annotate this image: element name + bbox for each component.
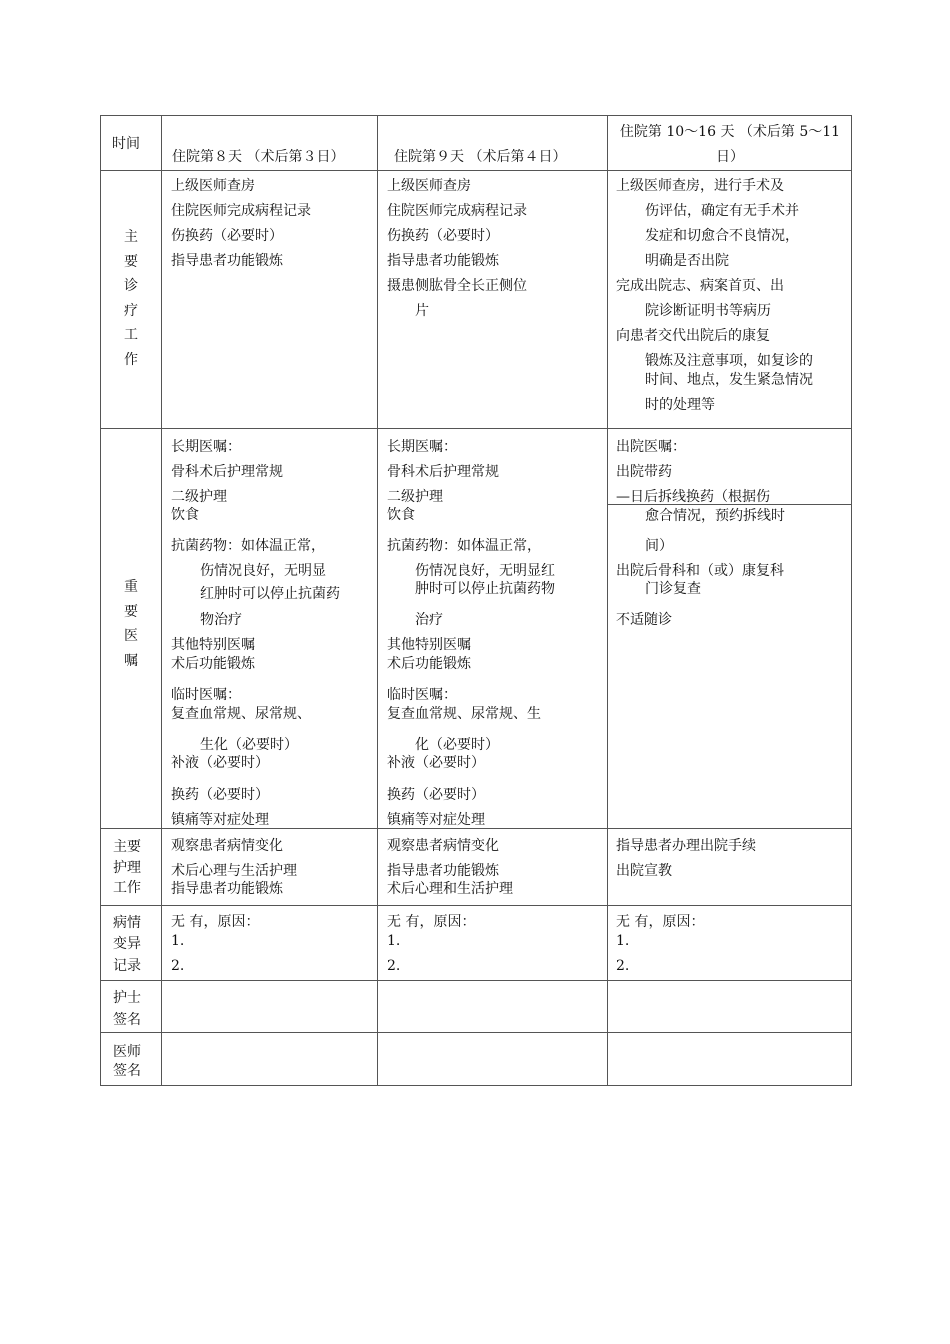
table-divider bbox=[607, 115, 608, 1085]
order-item: 出院后骨科和（或）康复科 bbox=[616, 563, 784, 579]
order-item: 抗菌药物：如体温正常， bbox=[387, 538, 541, 554]
variation-item: 1. bbox=[616, 933, 630, 949]
nursing-item: 术后心理与生活护理 bbox=[171, 863, 297, 879]
table-divider bbox=[377, 115, 378, 1085]
nursing-item: 出院宣教 bbox=[616, 863, 672, 879]
order-item: 物治疗 bbox=[200, 612, 242, 628]
order-item: 出院医嘱： bbox=[616, 439, 686, 455]
order-item: 不适随诊 bbox=[616, 612, 672, 628]
order-item: 复查血常规、尿常规、 bbox=[171, 706, 311, 722]
row-label-nurse-signature: 护士 签名 bbox=[113, 990, 141, 1028]
variation-item: 2. bbox=[616, 958, 630, 974]
diagnosis-item: 上级医师查房，进行手术及 bbox=[616, 178, 784, 194]
table-border bbox=[100, 115, 101, 1085]
diagnosis-item: 摄患侧肱骨全长正侧位 bbox=[387, 278, 527, 294]
nursing-item: 观察患者病情变化 bbox=[171, 838, 283, 854]
nursing-item: 观察患者病情变化 bbox=[387, 838, 499, 854]
nursing-item: 指导患者功能锻炼 bbox=[387, 863, 499, 879]
table-divider bbox=[100, 905, 852, 906]
nursing-item: 指导患者办理出院手续 bbox=[616, 838, 756, 854]
header-time-label: 时间 bbox=[112, 136, 140, 152]
diagnosis-item: 上级医师查房 bbox=[171, 178, 255, 194]
table-border bbox=[851, 115, 852, 1085]
diagnosis-item: 时间、地点，发生紧急情况 bbox=[645, 372, 813, 388]
table-divider bbox=[100, 1032, 852, 1033]
diagnosis-item: 明确是否出院 bbox=[645, 253, 729, 269]
order-item: 长期医嘱： bbox=[171, 439, 241, 455]
order-item: 伤情况良好，无明显红 bbox=[415, 563, 555, 579]
order-item: 镇痛等对症处理 bbox=[171, 812, 269, 828]
diagnosis-item: 锻炼及注意事项，如复诊的 bbox=[645, 353, 813, 369]
order-item: —日后拆线换药（根据伤 bbox=[616, 489, 770, 505]
table-divider bbox=[100, 170, 852, 171]
order-item: 临时医嘱： bbox=[387, 687, 457, 703]
variation-item: 1. bbox=[387, 933, 401, 949]
nursing-item: 指导患者功能锻炼 bbox=[171, 881, 283, 897]
order-item: 治疗 bbox=[415, 612, 443, 628]
table-divider bbox=[161, 115, 162, 1085]
order-item: 抗菌药物：如体温正常， bbox=[171, 538, 325, 554]
diagnosis-item: 指导患者功能锻炼 bbox=[387, 253, 499, 269]
order-item: 骨科术后护理常规 bbox=[171, 464, 283, 480]
variation-item: 2. bbox=[171, 958, 185, 974]
header-day-8: 住院第８天 （术后第３日） bbox=[172, 149, 345, 165]
header-day-9: 住院第９天 （术后第４日） bbox=[394, 149, 567, 165]
order-item: 换药（必要时） bbox=[387, 787, 485, 803]
table-divider bbox=[100, 980, 852, 981]
header-day-10-16: 住院第 10〜16 天 （术后第 5〜11 bbox=[619, 124, 841, 140]
row-label-variation-record: 病情 变异 记录 bbox=[113, 915, 141, 974]
diagnosis-item: 伤评估，确定有无手术并 bbox=[645, 203, 799, 219]
row-label-nursing-work: 主要 护理 工作 bbox=[113, 839, 141, 896]
row-label-important-orders: 重 要 医 嘱 bbox=[124, 579, 138, 669]
order-item: 镇痛等对症处理 bbox=[387, 812, 485, 828]
order-item: 愈合情况，预约拆线时 bbox=[645, 508, 785, 524]
order-item: 术后功能锻炼 bbox=[387, 656, 471, 672]
order-item: 其他特别医嘱 bbox=[387, 637, 471, 653]
diagnosis-item: 时的处理等 bbox=[645, 397, 715, 413]
order-item: 饮食 bbox=[387, 507, 415, 523]
diagnosis-item: 住院医师完成病程记录 bbox=[171, 203, 311, 219]
variation-item: 无 有，原因： bbox=[171, 914, 260, 930]
order-item: 换药（必要时） bbox=[171, 787, 269, 803]
diagnosis-item: 院诊断证明书等病历 bbox=[645, 303, 771, 319]
diagnosis-item: 发症和切愈合不良情况， bbox=[645, 228, 799, 244]
row-label-doctor-signature: 医师 签名 bbox=[113, 1044, 141, 1079]
variation-item: 无 有，原因： bbox=[616, 914, 705, 930]
order-item: 术后功能锻炼 bbox=[171, 656, 255, 672]
order-item: 生化（必要时） bbox=[200, 737, 298, 753]
order-item: 出院带药 bbox=[616, 464, 672, 480]
variation-item: 无 有，原因： bbox=[387, 914, 476, 930]
diagnosis-item: 片 bbox=[415, 303, 429, 319]
order-item: 补液（必要时） bbox=[171, 755, 269, 771]
diagnosis-item: 住院医师完成病程记录 bbox=[387, 203, 527, 219]
order-item: 二级护理 bbox=[387, 489, 443, 505]
order-item: 间） bbox=[645, 538, 673, 554]
order-item: 肿时可以停止抗菌药物 bbox=[415, 581, 555, 597]
table-border bbox=[100, 1085, 852, 1086]
order-item: 红肿时可以停止抗菌药 bbox=[200, 586, 340, 602]
diagnosis-item: 向患者交代出院后的康复 bbox=[616, 328, 770, 344]
diagnosis-item: 上级医师查房 bbox=[387, 178, 471, 194]
diagnosis-item: 伤换药（必要时） bbox=[171, 228, 283, 244]
table-border bbox=[100, 115, 852, 116]
order-item: 化（必要时） bbox=[415, 737, 499, 753]
header-day-10-16-cont: 日） bbox=[716, 149, 744, 165]
order-item: 复查血常规、尿常规、生 bbox=[387, 706, 541, 722]
order-item: 伤情况良好，无明显 bbox=[200, 563, 326, 579]
table-divider bbox=[100, 428, 852, 429]
diagnosis-item: 伤换药（必要时） bbox=[387, 228, 499, 244]
order-item: 长期医嘱： bbox=[387, 439, 457, 455]
order-item: 临时医嘱： bbox=[171, 687, 241, 703]
order-item: 门诊复查 bbox=[645, 581, 701, 597]
nursing-item: 术后心理和生活护理 bbox=[387, 881, 513, 897]
order-item: 补液（必要时） bbox=[387, 755, 485, 771]
row-label-main-diagnosis: 主 要 诊 疗 工 作 bbox=[124, 229, 138, 368]
order-item: 饮食 bbox=[171, 507, 199, 523]
variation-item: 2. bbox=[387, 958, 401, 974]
order-item: 其他特别医嘱 bbox=[171, 637, 255, 653]
diagnosis-item: 指导患者功能锻炼 bbox=[171, 253, 283, 269]
variation-item: 1. bbox=[171, 933, 185, 949]
order-item: 二级护理 bbox=[171, 489, 227, 505]
diagnosis-item: 完成出院志、病案首页、出 bbox=[616, 278, 784, 294]
order-item: 骨科术后护理常规 bbox=[387, 464, 499, 480]
